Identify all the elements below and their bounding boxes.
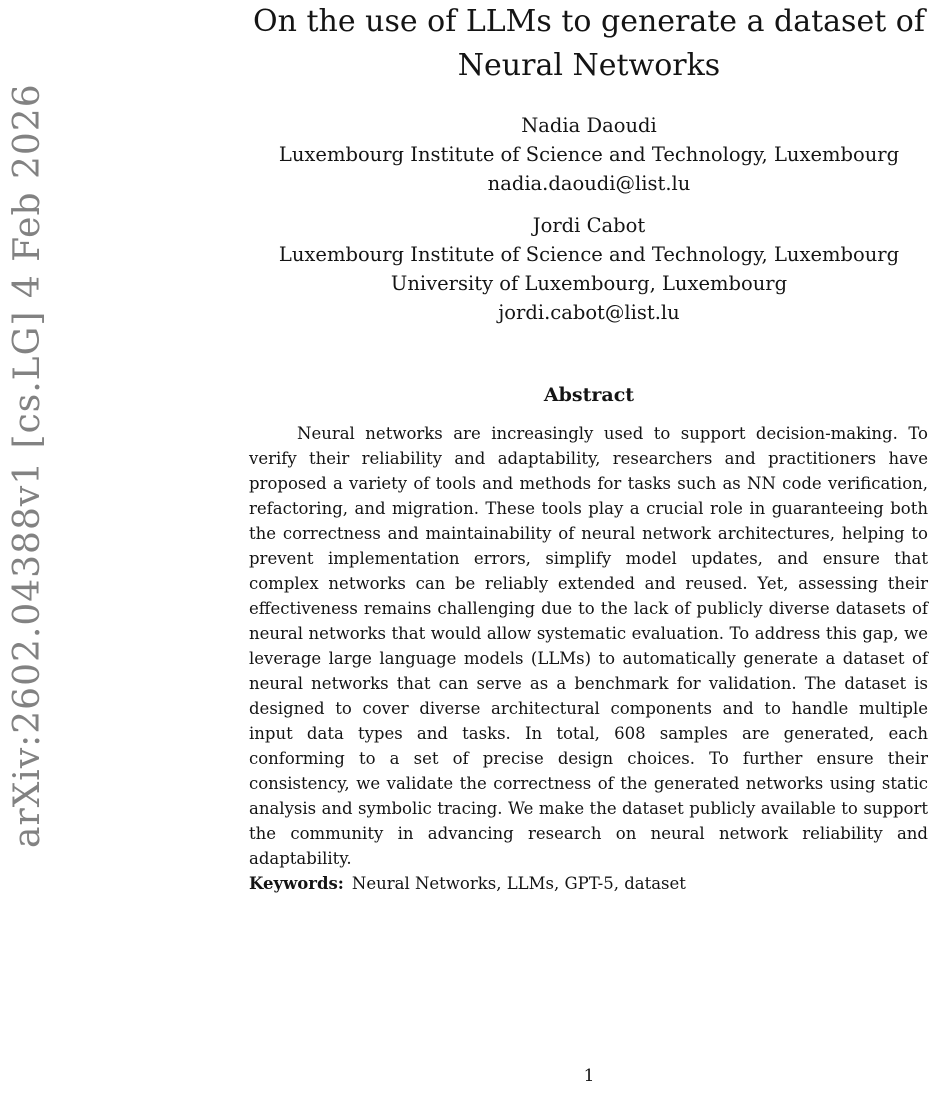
abstract-heading: Abstract bbox=[543, 384, 635, 406]
keywords-line bbox=[249, 871, 928, 896]
author-affiliation: Luxembourg Institute of Science and Technology, Luxembourg bbox=[278, 243, 900, 266]
author-block-2 bbox=[250, 211, 928, 327]
page-number: 1 bbox=[583, 1066, 595, 1086]
paper-title-line-2: Neural Networks bbox=[457, 48, 721, 83]
author-email: nadia.daoudi@list.lu bbox=[487, 172, 691, 195]
author-affiliation: University of Luxembourg, Luxembourg bbox=[390, 272, 788, 295]
abstract-text: Neural networks are increasingly used to support decision-making. To verify their reliability and adaptability, researchers and practitioners have proposed a variety of tools and methods for tasks such as NN code verification, refactoring, and migration. These tools play a crucial role in guaranteeing both the correctness and maintainability of neural network architectures, helping to prevent implementation errors, simplify model updates, and ensure that complex networks can be reliably extended and reused. Yet, assessing their effectiveness remains challenging due to the lack of publicly diverse datasets of neural networks that would allow systematic evaluation. To address this gap, we leverage large language models (LLMs) to automatically generate a dataset of neural networks that can serve as a benchmark for validation. The dataset is designed to cover diverse architectural components and to handle multiple input data types and tasks. In total, 608 samples are generated, each conforming to a set of precise design choices. To further ensure their consistency, we validate the correctness of the generated networks using static analysis and symbolic tracing. We make the dataset publicly available to support the community in advancing research on neural network reliability and adaptability. bbox=[249, 424, 928, 868]
arxiv-watermark: arXiv:2602.04388v1 [cs.LG] 4 Feb 2026 bbox=[7, 83, 48, 848]
author-affiliation: Luxembourg Institute of Science and Technology, Luxembourg bbox=[278, 143, 900, 166]
paper-title-line-1: On the use of LLMs to generate a dataset of bbox=[253, 4, 925, 39]
abstract-section bbox=[249, 421, 928, 896]
paper-title bbox=[250, 0, 928, 88]
keywords-label: Keywords: bbox=[249, 874, 344, 893]
keywords-text: Neural Networks, LLMs, GPT-5, dataset bbox=[351, 874, 686, 893]
author-block-1 bbox=[250, 111, 928, 198]
author-email: jordi.cabot@list.lu bbox=[498, 301, 680, 324]
author-name: Nadia Daoudi bbox=[521, 114, 657, 137]
author-name: Jordi Cabot bbox=[532, 214, 646, 237]
